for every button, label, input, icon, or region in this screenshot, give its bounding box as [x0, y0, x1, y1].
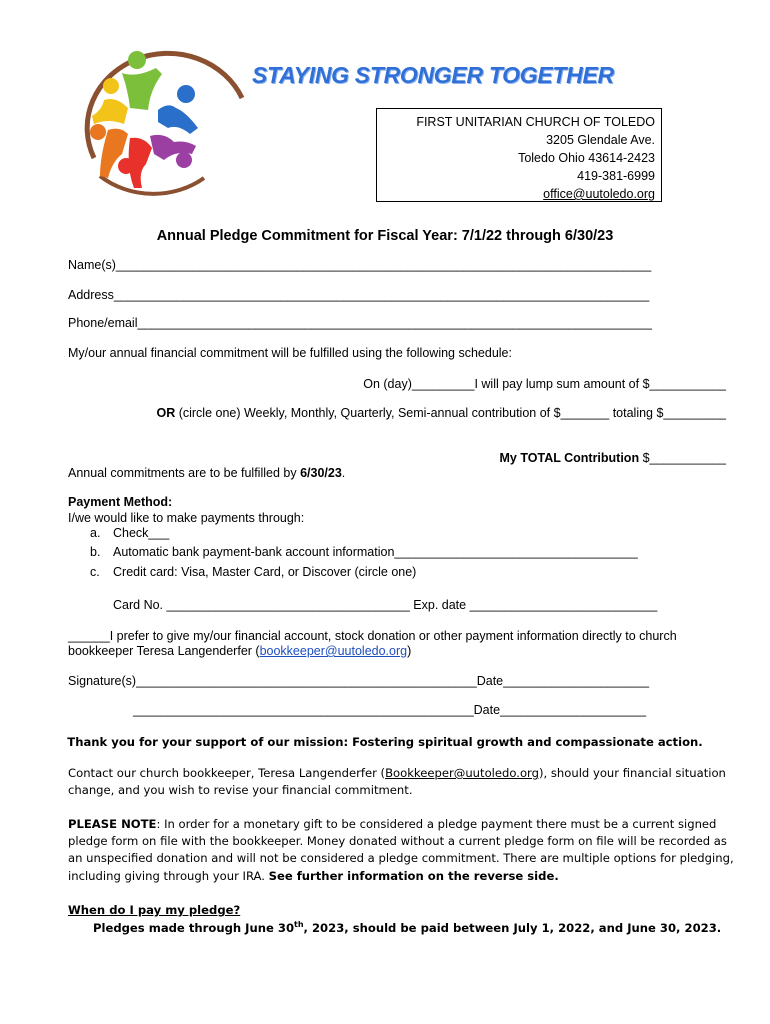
payment-option-credit-card[interactable] [90, 565, 417, 579]
when-pay-title: When do I pay my pledge? [68, 903, 241, 917]
option-marker: c. [90, 565, 100, 579]
note-reverse-side: See further information on the reverse side. [268, 869, 559, 883]
church-street: 3205 Glendale Ave. [546, 133, 655, 147]
bookkeeper-text-end: ) [407, 644, 412, 658]
note-text: : In order for a monetary gift to be considered a pledge payment there must be a current signed [156, 817, 717, 831]
periodic-line[interactable] [156, 406, 726, 420]
church-phone: 419-381-6999 [577, 169, 655, 183]
mission-thanks: Thank you for your support of our mission: Fostering spiritual growth and compassionate action. [67, 735, 703, 749]
church-city: Toledo Ohio 43614-2423 [518, 151, 655, 165]
bookkeeper-text: bookkeeper Teresa Langenderfer ( [68, 644, 260, 658]
option-marker: b. [90, 545, 101, 559]
note-line-2: pledge form on file with the bookkeeper. Money donated without a current pledge form on file will be recorded as [68, 834, 727, 848]
when-text: Pledges made through June 30 [93, 920, 295, 935]
note-label: PLEASE NOTE [68, 817, 157, 831]
bookkeeper-email-link[interactable]: bookkeeper@uutoledo.org [259, 644, 408, 658]
fulfilled-suffix: . [341, 466, 346, 480]
lump-sum-line[interactable]: On (day)_________I will pay lump sum amount of $___________ [363, 377, 726, 391]
phone-email-field[interactable]: Phone/email__________________________________________________________________________ [68, 316, 652, 330]
card-number-line[interactable]: Card No. ___________________________________ Exp. date ___________________________ [113, 598, 658, 612]
note-line-4 [68, 869, 559, 883]
payment-option-check[interactable] [90, 526, 170, 540]
option-text: Automatic bank payment-bank account information___________________________________ [113, 545, 638, 559]
when-sup: th [294, 920, 304, 929]
contact-line-1 [68, 766, 726, 780]
note-line-1 [68, 817, 716, 831]
total-contribution-line[interactable] [500, 451, 726, 465]
address-field[interactable]: Address_____________________________________________________________________________ [68, 288, 650, 302]
note-line-3: an unspecified donation and will not be considered a pledge commitment. There are multiple options for pledging, [68, 851, 734, 865]
page-title: Annual Pledge Commitment for Fiscal Year: 7/1/22 through 6/30/23 [156, 228, 614, 244]
schedule-intro: My/our annual financial commitment will be fulfilled using the following schedule: [68, 346, 512, 360]
tagline: STAYING STRONGER TOGETHER [252, 62, 614, 88]
note-text: including giving through your IRA. [68, 869, 269, 883]
contact-text-end: ), should your financial situation [538, 766, 726, 780]
option-text: Check___ [113, 526, 170, 540]
fulfilled-note [68, 466, 345, 480]
when-text-end: , 2023, should be paid between July 1, 2022, and June 30, 2023. [303, 920, 722, 935]
payment-option-bank[interactable] [90, 545, 638, 559]
signature-line-2[interactable]: _________________________________________________Date_____________________ [133, 703, 647, 717]
names-field[interactable]: Name(s)_____________________________________________________________________________ [68, 258, 652, 272]
or-label: OR [156, 406, 176, 420]
people-circle-logo-icon [64, 38, 254, 196]
contact-text: Contact our church bookkeeper, Teresa Langenderfer ( [68, 766, 386, 780]
church-name: FIRST UNITARIAN CHURCH OF TOLEDO [416, 115, 655, 129]
direct-bookkeeper-line1[interactable]: ______I prefer to give my/our financial account, stock donation or other payment information directly to church [68, 629, 677, 643]
fulfilled-prefix: Annual commitments are to be fulfilled by [68, 466, 301, 480]
total-label: My TOTAL Contribution [499, 451, 643, 465]
periodic-text: (circle one) Weekly, Monthly, Quarterly, Semi-annual contribution of $_______ totaling $_________ [175, 406, 726, 420]
signature-line-1[interactable]: Signature(s)_________________________________________________Date_____________________ [68, 674, 650, 688]
church-email-link[interactable]: office@uutoledo.org [543, 187, 655, 201]
direct-bookkeeper-line2 [68, 644, 411, 658]
fulfilled-date: 6/30/23 [300, 466, 342, 480]
payment-intro: I/we would like to make payments through: [68, 511, 305, 525]
total-blank: $___________ [642, 451, 726, 465]
payment-method-title: Payment Method: [68, 495, 173, 509]
church-logo [64, 38, 254, 196]
contact-email-link[interactable]: Bookkeeper@uutoledo.org [385, 766, 539, 780]
option-text: Credit card: Visa, Master Card, or Discover (circle one) [113, 565, 417, 579]
contact-line-2: change, and you wish to revise your financial commitment. [68, 783, 413, 797]
when-pay-text [93, 920, 721, 935]
option-marker: a. [90, 526, 101, 540]
church-address-box [376, 108, 662, 202]
